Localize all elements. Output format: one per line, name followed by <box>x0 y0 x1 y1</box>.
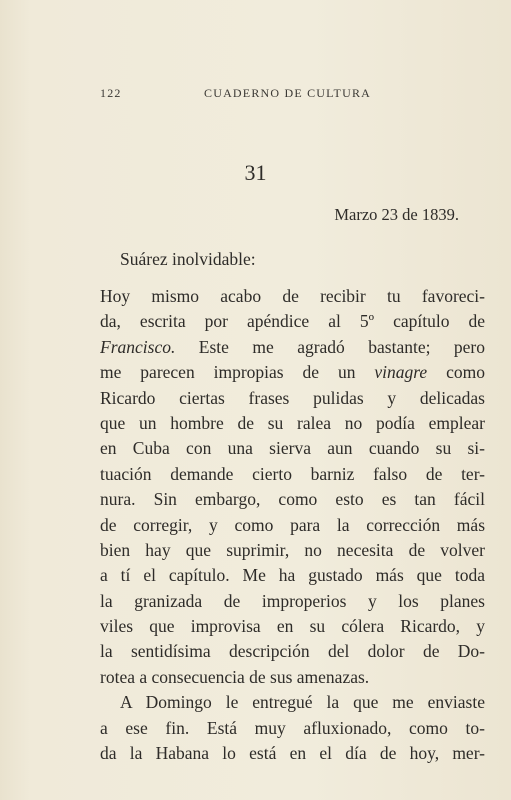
body-line <box>100 614 485 639</box>
text-segment: nura. Sin embargo, como esto es tan fácil <box>100 489 485 510</box>
body-line <box>100 284 485 309</box>
text-segment: la granizada de improperios y los planes <box>100 590 485 611</box>
body-line <box>100 513 485 538</box>
body-line <box>100 462 485 487</box>
text-segment: me parecen impropias de un <box>100 362 375 383</box>
body-line <box>100 360 485 385</box>
text-segment: rotea a consecuencia de sus amenazas. <box>100 666 370 687</box>
text-segment: Ricardo ciertas frases pulidas y delicadas <box>100 387 485 408</box>
body-line <box>100 665 485 690</box>
text-segment: da la Habana lo está en el día de hoy, mer- <box>100 743 485 764</box>
italic-phrase: Francisco. <box>100 336 176 357</box>
letter-number: 31 <box>244 160 267 185</box>
body-line <box>100 563 485 588</box>
letter-date: Marzo 23 de 1839. <box>334 205 459 224</box>
running-header <box>100 86 440 104</box>
text-segment: que un hombre de su ralea no podía emplear <box>100 412 485 433</box>
text-segment: da, escrita por apéndice al 5º capítulo de <box>100 311 485 332</box>
italic-phrase: vinagre <box>374 362 428 383</box>
body-line <box>100 741 485 766</box>
text-segment: bien hay que suprimir, no necesita de volver <box>100 539 485 560</box>
text-segment: a ese fin. Está muy afluxionado, como to- <box>100 717 485 738</box>
journal-title: CUADERNO DE CULTURA <box>204 86 372 100</box>
text-segment: viles que improvisa en su cólera Ricardo, y <box>100 616 485 637</box>
body-line <box>100 589 485 614</box>
text-segment: A Domingo le entregué la que me enviaste <box>120 692 485 713</box>
body-line <box>100 335 485 360</box>
text-segment: la sentidísima descripción del dolor de Do- <box>100 641 485 662</box>
page-number: 122 <box>100 86 122 100</box>
body-line <box>100 716 485 741</box>
body-line <box>100 487 485 512</box>
text-segment: Hoy mismo acabo de recibir tu favoreci- <box>100 286 485 306</box>
body-line <box>100 386 485 411</box>
letter-body <box>100 284 485 766</box>
text-segment: como <box>427 362 485 383</box>
body-line <box>100 690 485 715</box>
body-line <box>100 538 485 563</box>
text-segment: a tí el capítulo. Me ha gustado más que toda <box>100 565 485 586</box>
body-line <box>100 436 485 461</box>
letter-salutation: Suárez inolvidable: <box>120 249 256 269</box>
text-segment: Este me agradó bastante; pero <box>175 336 485 357</box>
text-segment: tuación demande cierto barniz falso de ter- <box>100 463 485 484</box>
text-segment: en Cuba con una sierva aun cuando su si- <box>100 438 485 459</box>
body-line <box>100 309 485 334</box>
body-line <box>100 411 485 436</box>
body-line <box>100 639 485 664</box>
text-segment: de corregir, y como para la corrección más <box>100 514 485 535</box>
